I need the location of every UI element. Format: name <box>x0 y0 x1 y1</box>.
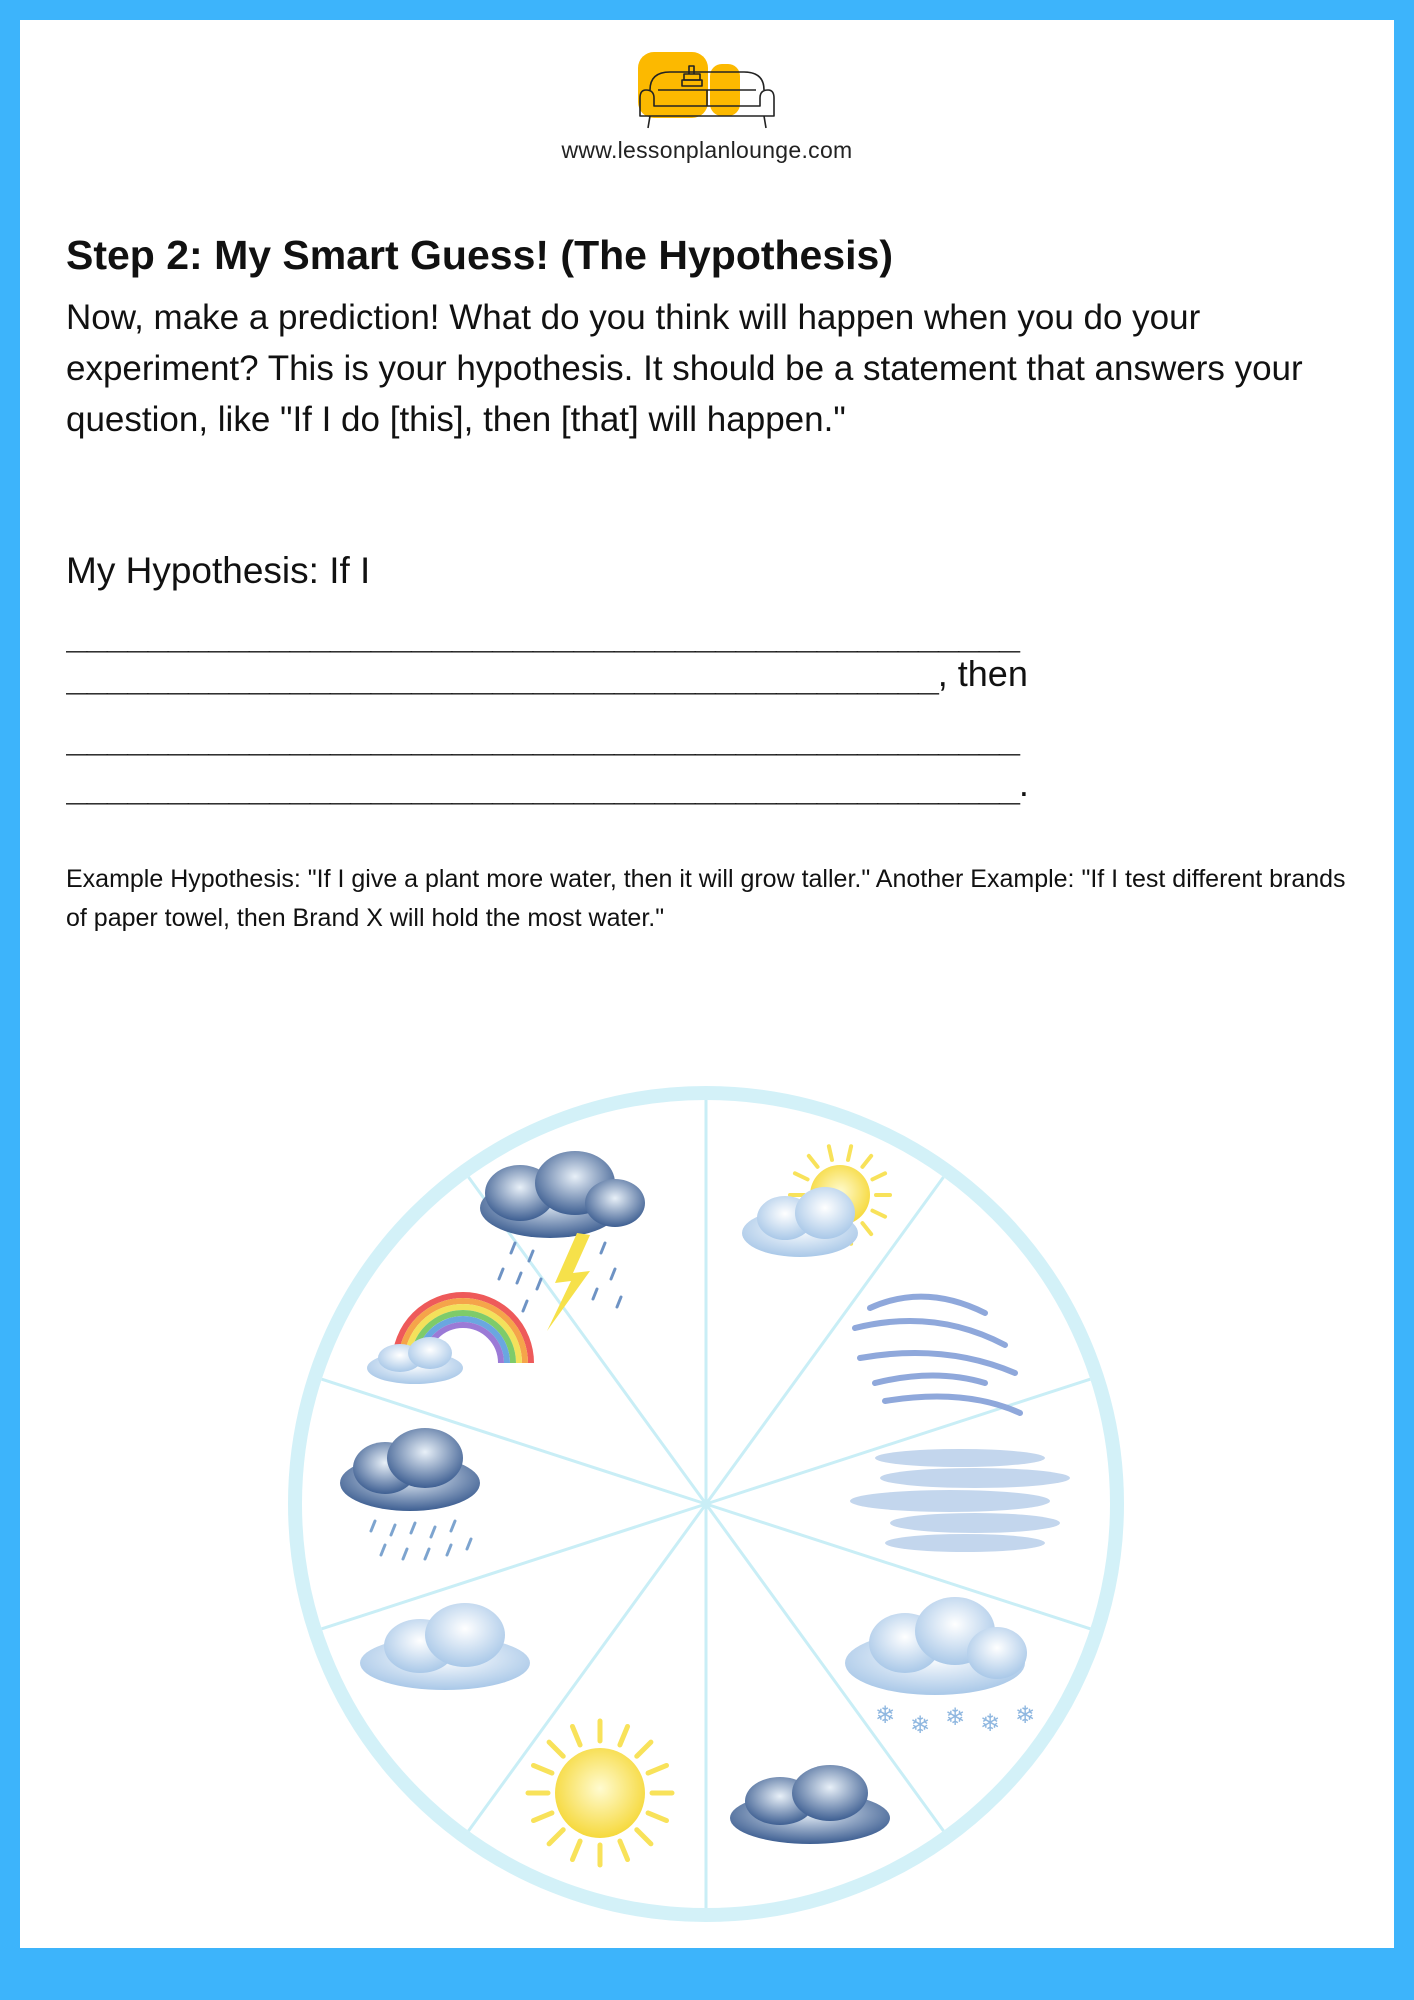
period-text: . <box>1018 763 1029 804</box>
svg-text:❄: ❄ <box>1015 1701 1036 1729</box>
hypothesis-blank-line-2[interactable]: ___________________________________________, then <box>66 653 1028 695</box>
lesson-plan-lounge-logo <box>636 50 778 140</box>
page-title: Step 2: My Smart Guess! (The Hypothesis) <box>66 232 894 278</box>
weather-wheel <box>285 1083 1127 1925</box>
svg-text:❄: ❄ <box>875 1701 896 1729</box>
hypothesis-blank-line-4[interactable]: _______________________________________________. <box>66 763 1029 805</box>
site-url[interactable]: www.lessonplanlounge.com <box>561 137 853 163</box>
svg-text:❄: ❄ <box>945 1703 966 1731</box>
sun-icon <box>528 1721 672 1865</box>
hypothesis-blank-line-1[interactable]: _______________________________________________ <box>66 612 1019 653</box>
then-text: , then <box>937 653 1028 694</box>
svg-text:❄: ❄ <box>980 1709 1001 1737</box>
example-hypothesis-text: Example Hypothesis: "If I give a plant more water, then it will grow taller." Another Example: "If I test different brands of paper towel, then Brand X will hold the most water." <box>66 865 1346 932</box>
intro-paragraph: Now, make a prediction! What do you think will happen when you do your experiment? This is your hypothesis. It should be a statement that answers your question, like "If I do [this], then [that] will happen." <box>66 298 1303 439</box>
hypothesis-label: My Hypothesis: If I <box>66 550 371 591</box>
svg-text:❄: ❄ <box>910 1711 931 1739</box>
hypothesis-blank-line-3[interactable]: _______________________________________________ <box>66 715 1019 756</box>
